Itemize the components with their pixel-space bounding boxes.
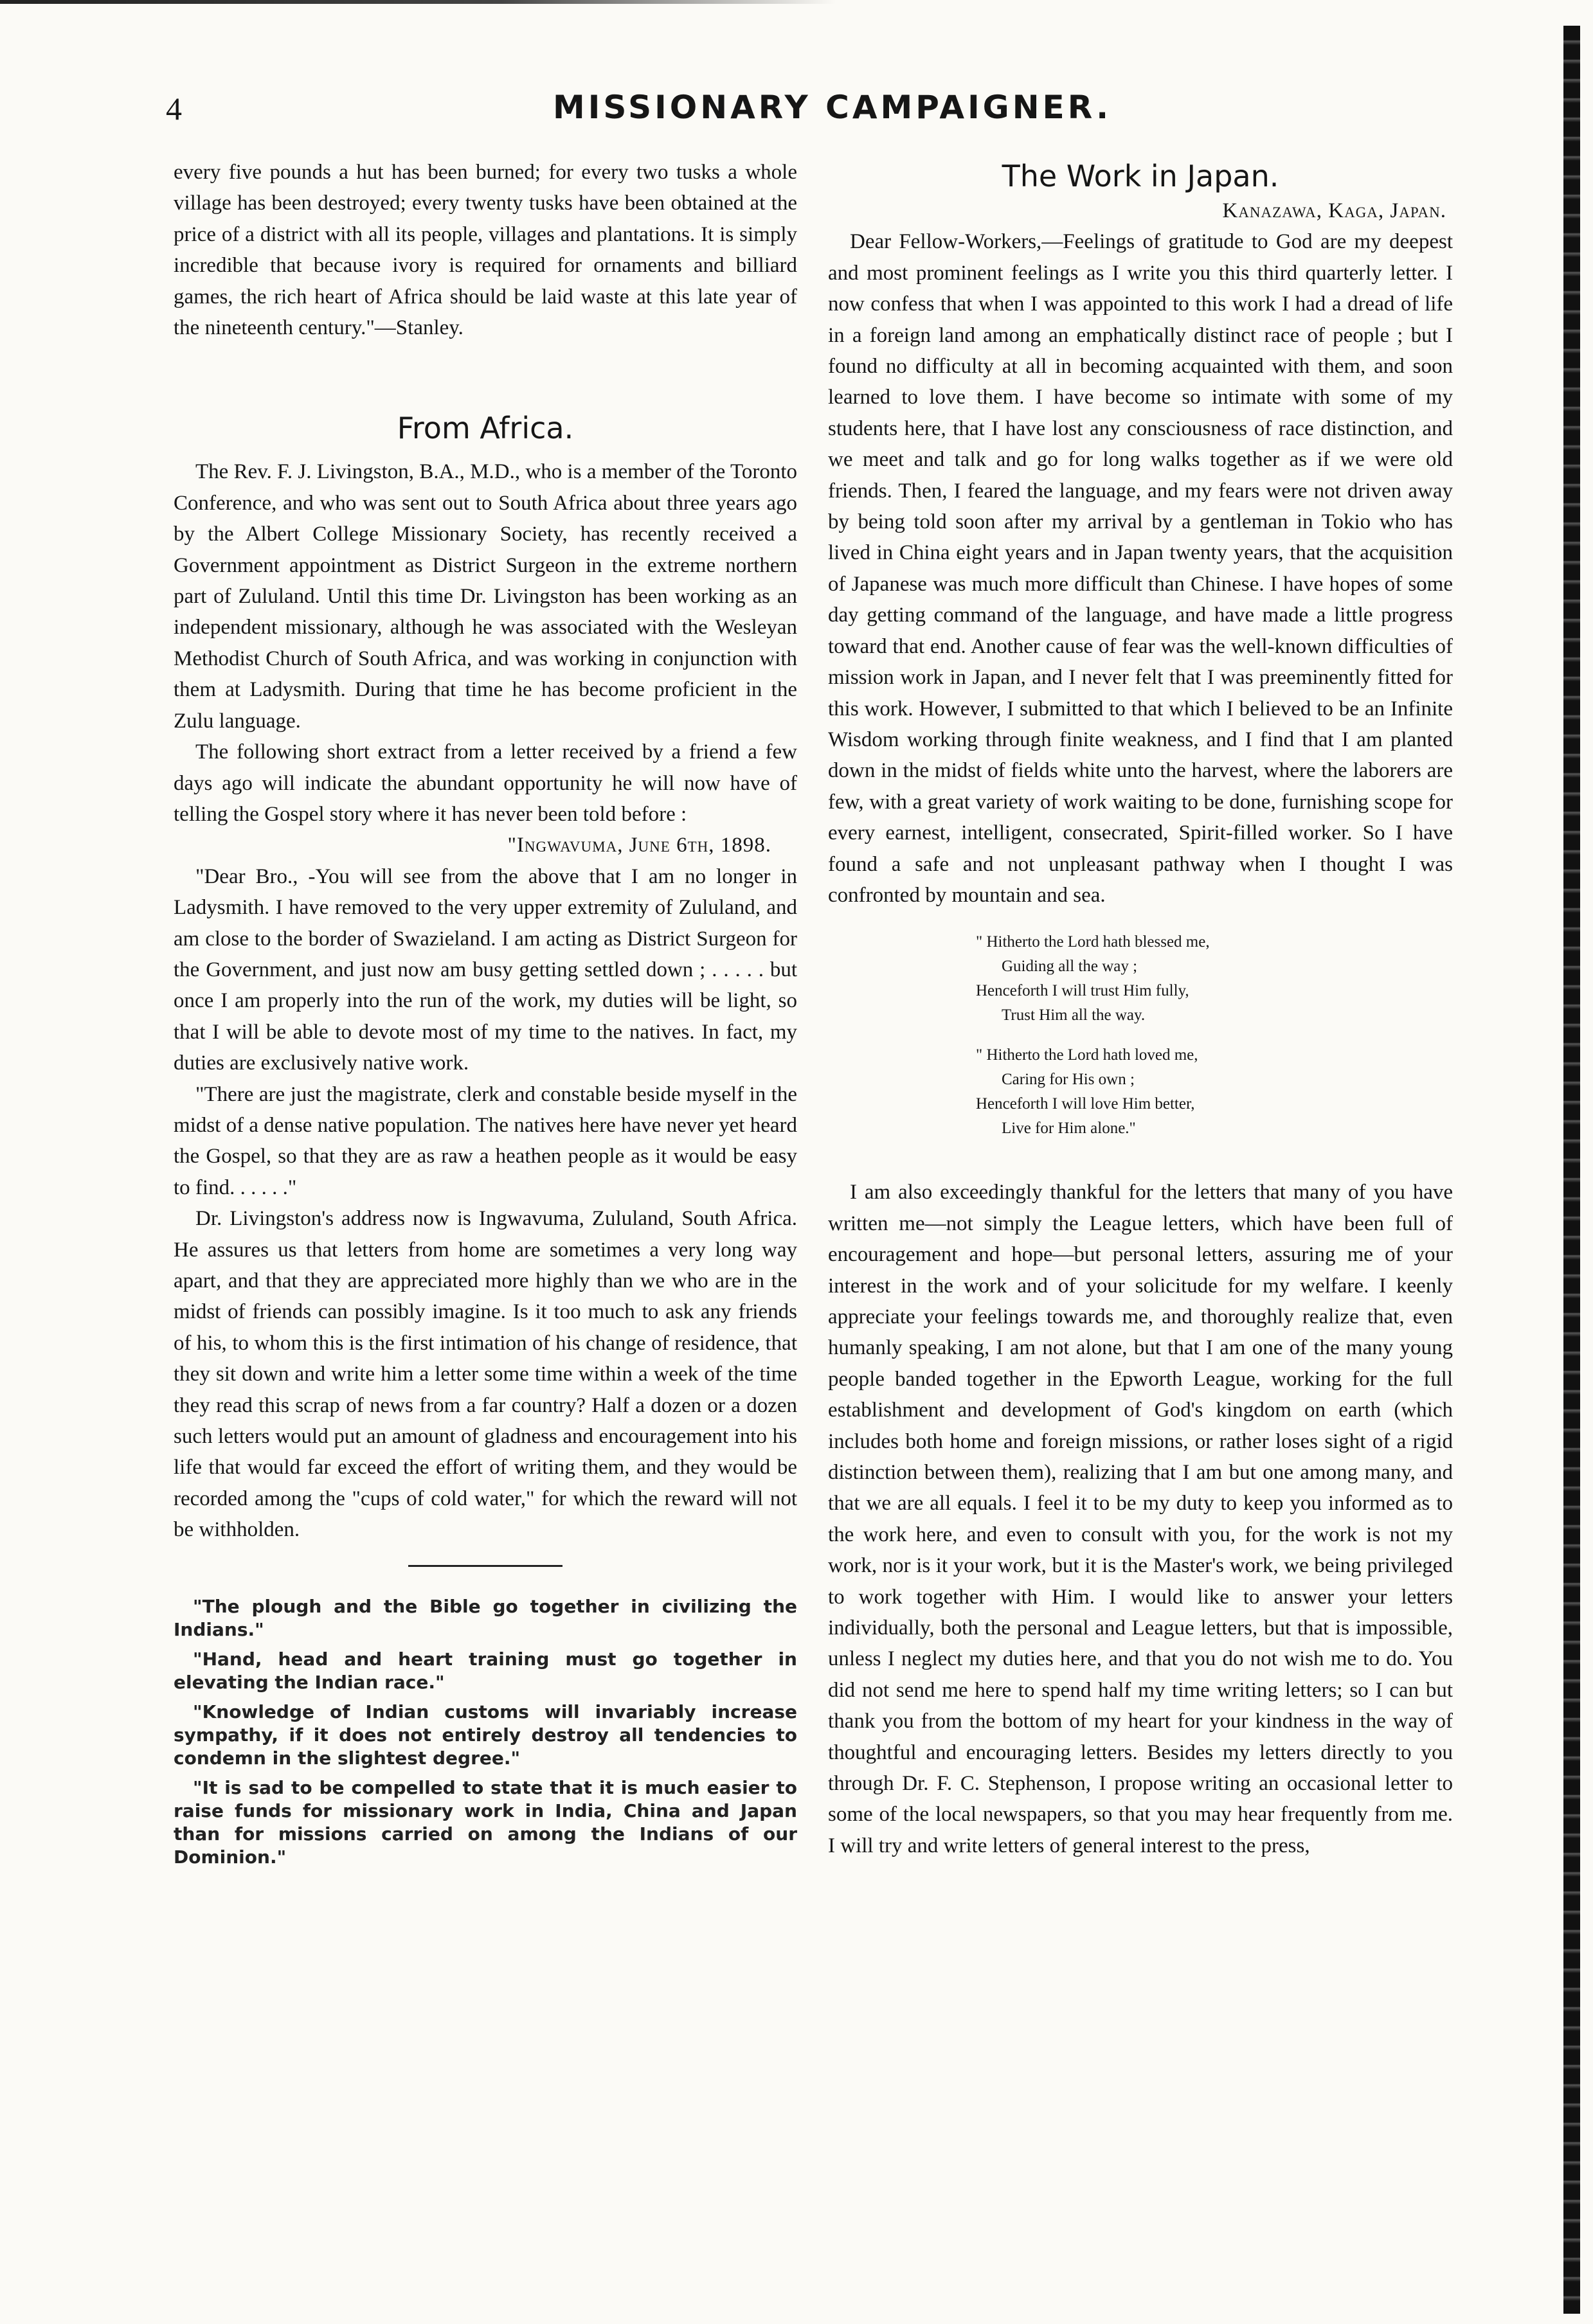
hymn-line: " Hitherto the Lord hath blessed me, bbox=[976, 933, 1210, 951]
letter-paragraph: "Dear Bro., -You will see from the above that I am no longer in Ladysmith. I have removed to the very upper extremity of Zululand, and am close to the border of Swazieland. I am acting as District Surgeon for the Government, and just now am busy getting settled down ; . . . . . but once I am properly into the run of the work, my duties will be light, so that I will be able to devote most of my time to the natives. In fact, my duties are exclusively native work. bbox=[174, 864, 797, 1075]
right-column bbox=[828, 157, 1453, 1861]
letter-dateline: "Ingwavuma, June 6th, 1898. bbox=[507, 834, 771, 857]
article-heading-africa: From Africa. bbox=[397, 411, 574, 446]
hymn-line: Henceforth I will trust Him fully, bbox=[976, 982, 1189, 1000]
top-edge-mark bbox=[0, 0, 836, 4]
running-title: MISSIONARY CAMPAIGNER. bbox=[553, 89, 1112, 126]
hymn-line: Guiding all the way ; bbox=[1002, 958, 1138, 976]
hymn-line: Live for Him alone." bbox=[1002, 1120, 1136, 1138]
japan-dateline: Kanazawa, Kaga, Japan. bbox=[1222, 199, 1446, 222]
hymn-line: Trust Him all the way. bbox=[1002, 1006, 1146, 1024]
section-divider bbox=[408, 1565, 562, 1567]
quotations-block bbox=[174, 1595, 797, 1869]
hymn-line: Henceforth I will love Him better, bbox=[976, 1095, 1195, 1113]
japan-paragraph: I am also exceedingly thankful for the letters that many of you have written me—not simply the League letters, which have been full of encouragement and hope—but personal letters, assuring me of your interest in the work and of your solicitude for my welfare. I keenly appreciate your feelings towards me, and thoroughly realize that, even humanly speaking, I am not alone, but that I am one of the many young people banded together in the Epworth League, working for the full establishment and development of God's kingdom on earth (which includes both home and foreign missions, or rather loses sight of a rigid distinction between them), realizing that I am but one among many, and that we are all equals. I feel it to be my duty to keep you informed as to the work here, and even to consult with you, for the work is not my work, nor is it your work, but it is the Master's work, we being privileged to work together with Him. I would like to answer your letters individually, both the personal and League letters, but that is impossible, unless I neglect my duties here, and that you do not wish me to do. You did not send me here to spend half my time writing letters; so I can but thank you from the bottom of my heart for your kindness in the way of thoughtful and encouraging letters. Besides my letters directly to you through Dr. F. C. Stephenson, I propose writing an occasional letter to some of the local newspapers, so that you may hear frequently from me. I will try and write letters of general interest to the press, bbox=[828, 1181, 1453, 1857]
quotation: "Knowledge of Indian customs will invariably increase sympathy, if it does not entirely destroy all tendencies to condemn in the slightest degree." bbox=[174, 1701, 797, 1769]
stanley-quote: every five pounds a hut has been burned; for every two tusks a whole village has been destroyed; every twenty tusks have been obtained at the price of a district with all its people, villages and plantations. It is simply incredible that because ivory is required for ornaments and billiard games, the rich heart of Africa should be laid waste at this late year of the nineteenth century."—Stanley. bbox=[174, 161, 797, 340]
quotation: "The plough and the Bible go together in civilizing the Indians." bbox=[174, 1595, 797, 1640]
japan-paragraph: Dear Fellow-Workers,—Feelings of gratitude to God are my deepest and most prominent feelings as I write you this third quarterly letter. I now confess that when I was appointed to this work I had a dread of life in a foreign land among an emphatically distinct race of people ; but I found no difficulty at all in becoming acquainted with them, and soon learned to love them. I have become so intimate with some of my students here, that I have lost any consciousness of race distinction, and we meet and talk and go for long walks together as if we were old friends. Then, I feared the language, and my fears were not driven away by being told soon after my arrival by a gentleman in Tokio who has lived in China eight years and in Japan twenty years, that the acquisition of Japanese was much more difficult than Chinese. I have hopes of some day getting command of the language, and have made a little progress toward that end. Another cause of fear was the well-known difficulties of mission work in Japan, and I never felt that I was preeminently fitted for this work. However, I submitted to that which I believed to be an Infinite Wisdom working through finite weakness, and I find that I am planted down in the midst of fields white unto the harvest, where the laborers are few, with a great variety of work waiting to be done, furnishing scope for every earnest, intelligent, consecrated, Spirit-filled worker. So I have found a safe and not unpleasant pathway when I thought I was confronted by mountain and sea. bbox=[828, 230, 1453, 907]
hymn-line: Caring for His own ; bbox=[1002, 1071, 1135, 1089]
letter-paragraph: "There are just the magistrate, clerk and constable beside myself in the midst of a dense native population. The natives here have never yet heard the Gospel, so that they are as raw a heathen people as it would be easy to find. . . . . ." bbox=[174, 1082, 797, 1199]
africa-paragraph: The Rev. F. J. Livingston, B.A., M.D., who is a member of the Toronto Conference, and who was sent out to South Africa about three years ago by the Albert College Missionary Society, has recently received a Government appointment as District Surgeon in the extreme northern part of Zululand. Until this time Dr. Livingston has been working as an independent missionary, although he was associated with the Wesleyan Methodist Church of South Africa, and was working in conjunction with them at Ladysmith. During that time he has become proficient in the Zulu language. bbox=[174, 460, 797, 733]
hymn-verse bbox=[828, 930, 1453, 1141]
africa-paragraph: The following short extract from a letter received by a friend a few days ago will indicate the abundant opportunity he will now have of telling the Gospel story where it has never been told before : bbox=[174, 740, 797, 826]
article-heading-japan: The Work in Japan. bbox=[1002, 159, 1279, 193]
left-column bbox=[174, 157, 797, 1875]
page-header bbox=[0, 90, 1543, 141]
binding-edge bbox=[1563, 26, 1580, 2314]
quotation: "Hand, head and heart training must go together in elevating the Indian race." bbox=[174, 1648, 797, 1693]
page-number: 4 bbox=[166, 91, 182, 127]
africa-paragraph: Dr. Livingston's address now is Ingwavuma, Zululand, South Africa. He assures us that letters from home are sometimes a very long way apart, and that they are appreciated more highly than we who are in the midst of friends can possibly imagine. Is it too much to ask any friends of his, to whom this is the first intimation of his change of residence, that they sit down and write him a letter some time within a week of the time they read this scrap of news from a far country? Half a dozen or a dozen such letters would put an amount of gladness and encouragement into his life that would far exceed the effort of writing them, and they would be recorded among the "cups of cold water," for which the reward will not be withholden. bbox=[174, 1207, 797, 1542]
hymn-line: " Hitherto the Lord hath loved me, bbox=[976, 1046, 1198, 1064]
quotation: "It is sad to be compelled to state that it is much easier to raise funds for missionary work in India, China and Japan than for missions carried on among the Indians of our Dominion." bbox=[174, 1776, 797, 1868]
